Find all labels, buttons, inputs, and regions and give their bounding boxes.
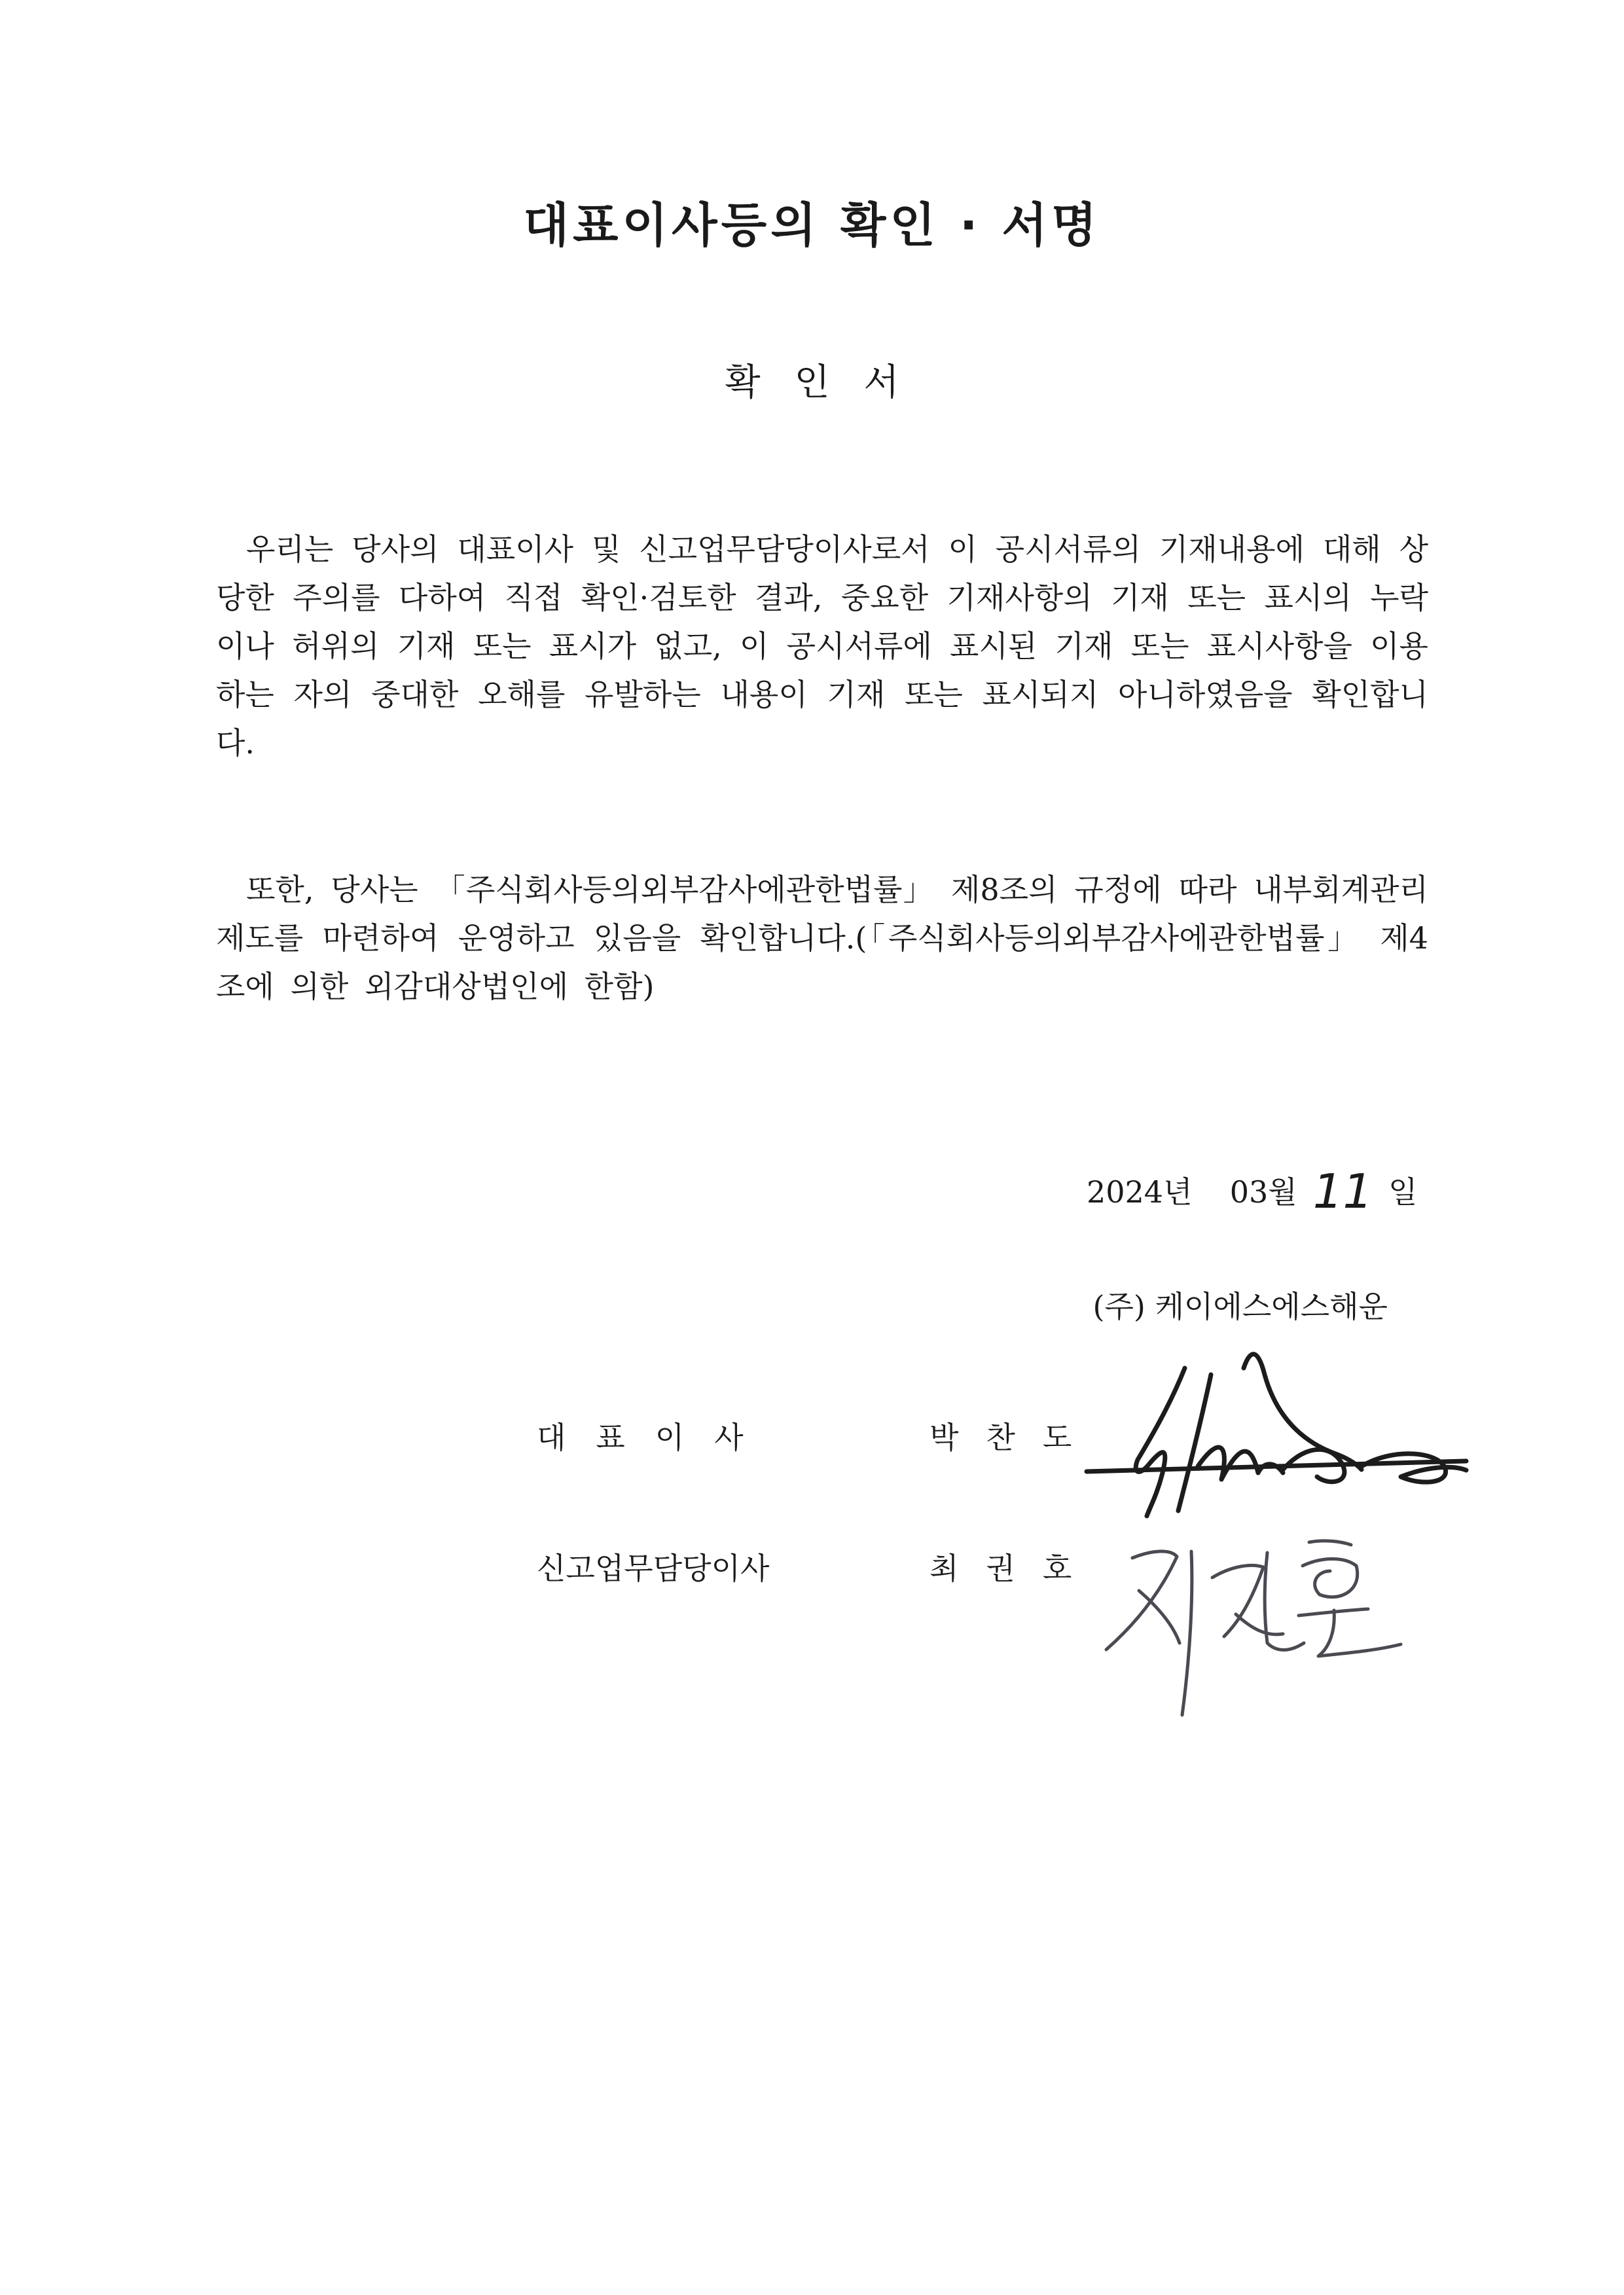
confirmation-paragraph: 우리는 당사의 대표이사 및 신고업무담당이사로서 이 공시서류의 기재내용에 대해 상당한 주의를 다하여 직접 확인·검토한 결과, 중요한 기재사항의 기재 또는 표시의 누락이나 허위의 기재 또는 표시가 없고, 이 공시서류에 표시된 기재 또는 표시사항을 이용하는 자의 중대한 오해를 유발하는 내용이 기재 또는 표시되지 아니하였음을 확인합니다.: [216, 532, 1428, 761]
officer-name: 최권호: [929, 1551, 1100, 1586]
document-subtitle: 확 인 서: [725, 361, 899, 404]
date-day-suffix: 일: [1388, 1174, 1418, 1210]
date-day-handwritten: 11: [1312, 1164, 1373, 1219]
internal-control-paragraph: 또한, 당사는 「주식회사등의외부감사에관한법률」 제8조의 규정에 따라 내부회계관리제도를 마련하여 운영하고 있음을 확인합니다.(「주식회사등의외부감사에관한법률」 제4조에 의한 외감대상법인에 한함): [216, 872, 1428, 1004]
date-month: 03월: [1229, 1174, 1297, 1210]
officer-handwritten-signature: [1060, 1479, 1427, 1735]
officer-role-label: 신고업무담당이사: [537, 1551, 770, 1586]
officer-signature-strokes: [1106, 1541, 1401, 1715]
ceo-name: 박찬도: [929, 1420, 1100, 1455]
date-year: 2024년: [1087, 1174, 1193, 1210]
page-title: 대표이사등의 확인 · 서명: [523, 198, 1101, 253]
date-line: [1087, 1159, 1418, 1219]
company-name: (주) 케이에스에스해운: [1092, 1289, 1388, 1324]
ceo-role-label: 대표이사: [537, 1420, 774, 1455]
